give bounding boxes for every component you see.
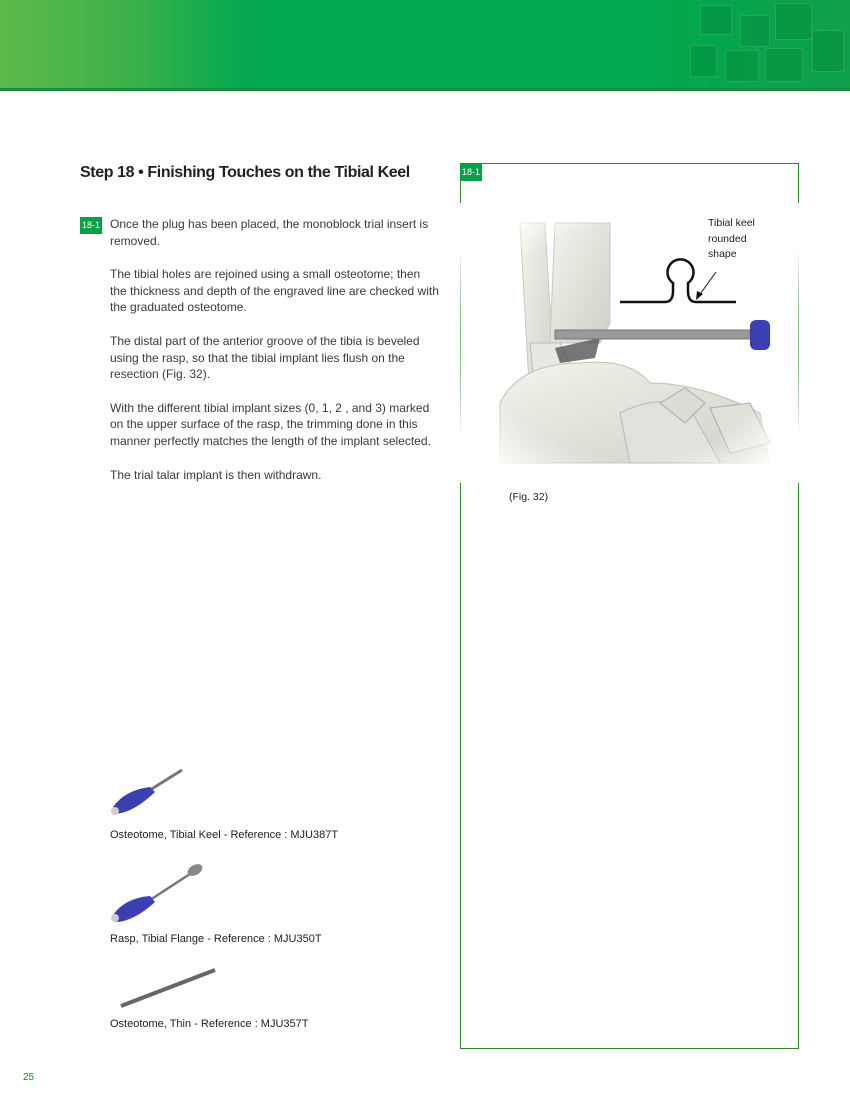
banner-divider xyxy=(0,88,850,91)
paragraph: The trial talar implant is then withdrawn. xyxy=(110,467,322,482)
instructions xyxy=(110,216,440,500)
rasp-tibial-flange-image xyxy=(105,860,205,925)
paragraph: The distal part of the anterior groove of the tibia is beveled using the rasp, so that the tibial implant lies flush on the resection (Fig. 32). xyxy=(110,333,420,382)
header-banner xyxy=(0,0,850,90)
figure-caption: (Fig. 32) xyxy=(509,491,549,503)
tool-caption: Osteotome, Thin - Reference : MJU357T xyxy=(110,1018,309,1030)
ankle-illustration xyxy=(460,163,799,483)
figure-badge: 18-1 xyxy=(460,164,482,181)
tool-caption: Rasp, Tibial Flange - Reference : MJU350T xyxy=(110,933,322,945)
osteotome-tibial-keel-image xyxy=(105,765,205,820)
tool-caption: Osteotome, Tibial Keel - Reference : MJU387T xyxy=(110,829,339,841)
paragraph: With the different tibial implant sizes (0, 1, 2 , and 3) marked on the upper surface of the rasp, the trimming done in this manner perfectly matches the length of the implant selected. xyxy=(110,400,431,448)
page-title: Step 18 • Finishing Touches on the Tibial Keel xyxy=(80,164,410,181)
page-number: 25 xyxy=(23,1072,35,1083)
step-badge: 18-1 xyxy=(80,217,102,234)
keel-annotation: Tibial keel rounded shape xyxy=(708,217,755,260)
paragraph: The tibial holes are rejoined using a small osteotome; then the thickness and depth of the engraved line are checked with the graduated osteotome. xyxy=(110,267,439,315)
osteotome-thin-image xyxy=(115,965,225,1015)
paragraph: Once the plug has been placed, the monoblock trial insert is removed. xyxy=(110,217,429,248)
